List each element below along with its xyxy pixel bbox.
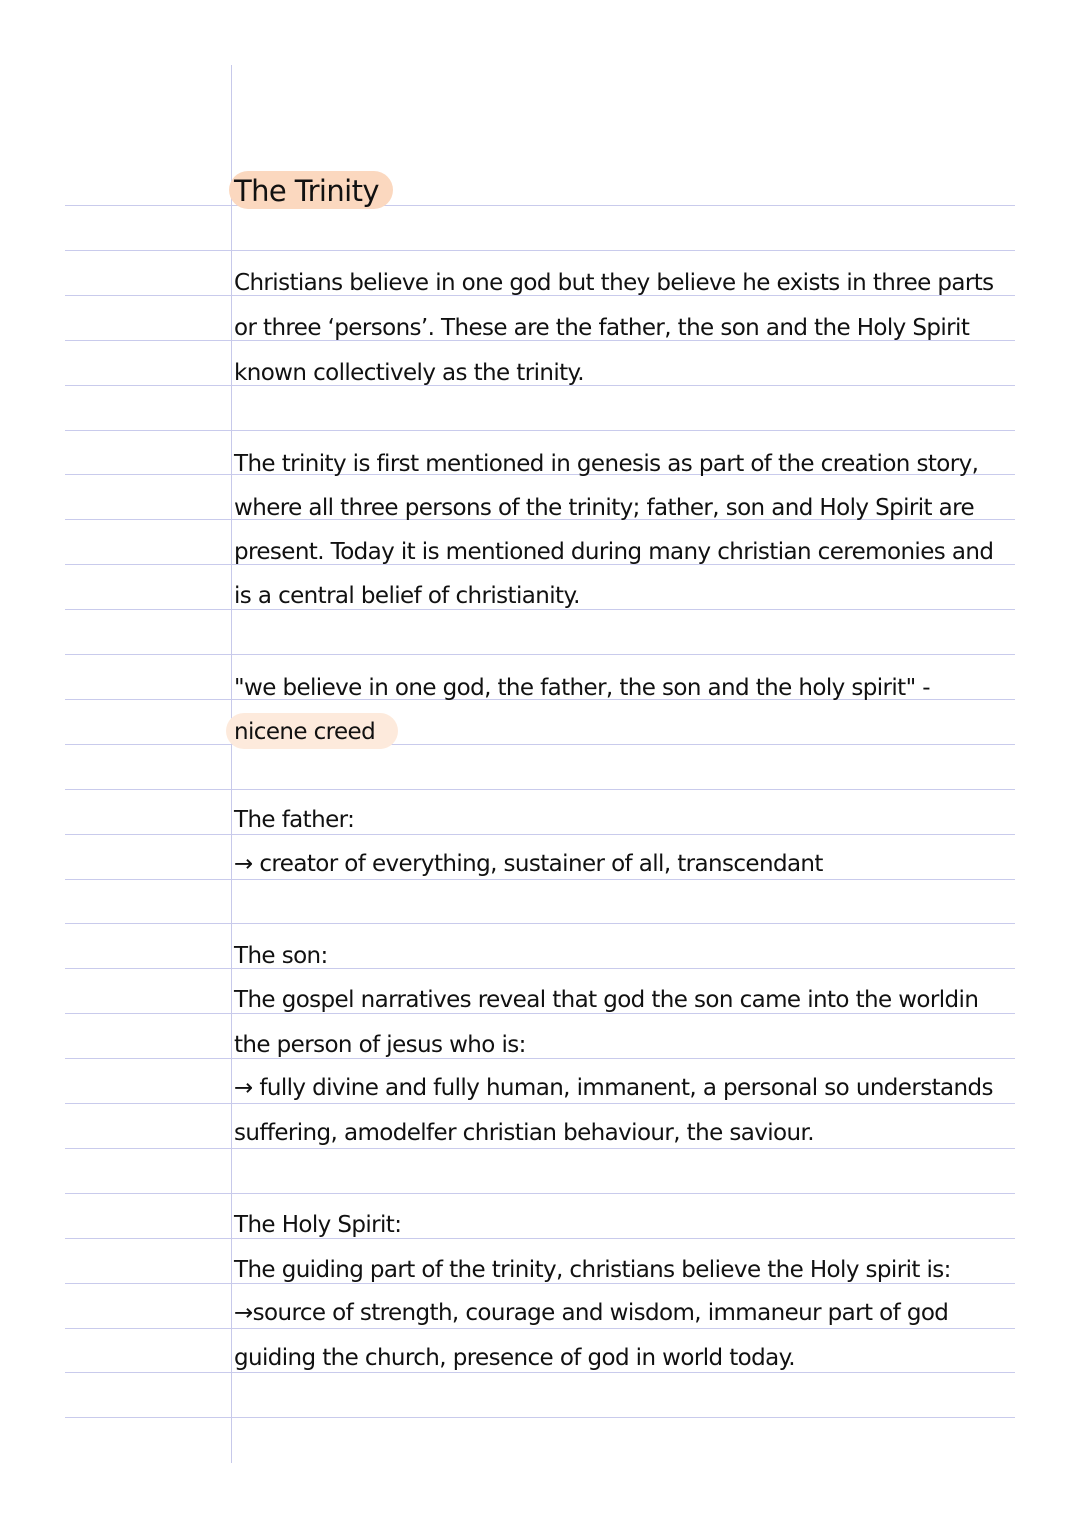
ruled-line — [65, 430, 1015, 431]
ruled-line — [65, 205, 1015, 206]
son-heading: The son: — [234, 943, 328, 969]
ruled-line — [65, 789, 1015, 790]
spirit-heading: The Holy Spirit: — [234, 1212, 402, 1238]
spirit-line: →source of strength, courage and wisdom, immaneur part of god — [234, 1300, 949, 1326]
spirit-line: The guiding part of the trinity, christians believe the Holy spirit is: — [234, 1257, 951, 1283]
ruled-line — [65, 1058, 1015, 1059]
ruled-line — [65, 1103, 1015, 1104]
father-heading: The father: — [234, 807, 355, 833]
ruled-line — [65, 744, 1015, 745]
genesis-line: The trinity is first mentioned in genesis as part of the creation story, — [234, 451, 979, 477]
intro-line: Christians believe in one god but they believe he exists in three parts — [234, 270, 994, 296]
page-title: The Trinity — [234, 174, 379, 208]
ruled-line — [65, 1148, 1015, 1149]
father-line: → creator of everything, sustainer of all, transcendant — [234, 851, 823, 877]
ruled-line — [65, 1193, 1015, 1194]
ruled-line — [65, 923, 1015, 924]
genesis-line: present. Today it is mentioned during many christian ceremonies and — [234, 539, 994, 565]
intro-line: known collectively as the trinity. — [234, 360, 584, 386]
margin-line — [231, 65, 232, 1463]
son-line: the person of jesus who is: — [234, 1032, 526, 1058]
ruled-line — [65, 654, 1015, 655]
son-line: The gospel narratives reveal that god the son came into the worldin — [234, 987, 979, 1013]
ruled-line — [65, 834, 1015, 835]
ruled-line — [65, 968, 1015, 969]
ruled-line — [65, 1417, 1015, 1418]
ruled-line — [65, 1238, 1015, 1239]
ruled-line — [65, 879, 1015, 880]
intro-line: or three ‘persons’. These are the father, the son and the Holy Spirit — [234, 315, 970, 341]
son-line: → fully divine and fully human, immanent, a personal so understands — [234, 1075, 993, 1101]
genesis-line: is a central belief of christianity. — [234, 583, 580, 609]
creed-quote: "we believe in one god, the father, the son and the holy spirit" - — [234, 675, 930, 701]
spirit-line: guiding the church, presence of god in world today. — [234, 1345, 796, 1371]
ruled-line — [65, 250, 1015, 251]
genesis-line: where all three persons of the trinity; father, son and Holy Spirit are — [234, 495, 975, 521]
creed-source: nicene creed — [234, 719, 376, 745]
ruled-line — [65, 1328, 1015, 1329]
son-line: suffering, amodelfer christian behaviour, the saviour. — [234, 1120, 814, 1146]
